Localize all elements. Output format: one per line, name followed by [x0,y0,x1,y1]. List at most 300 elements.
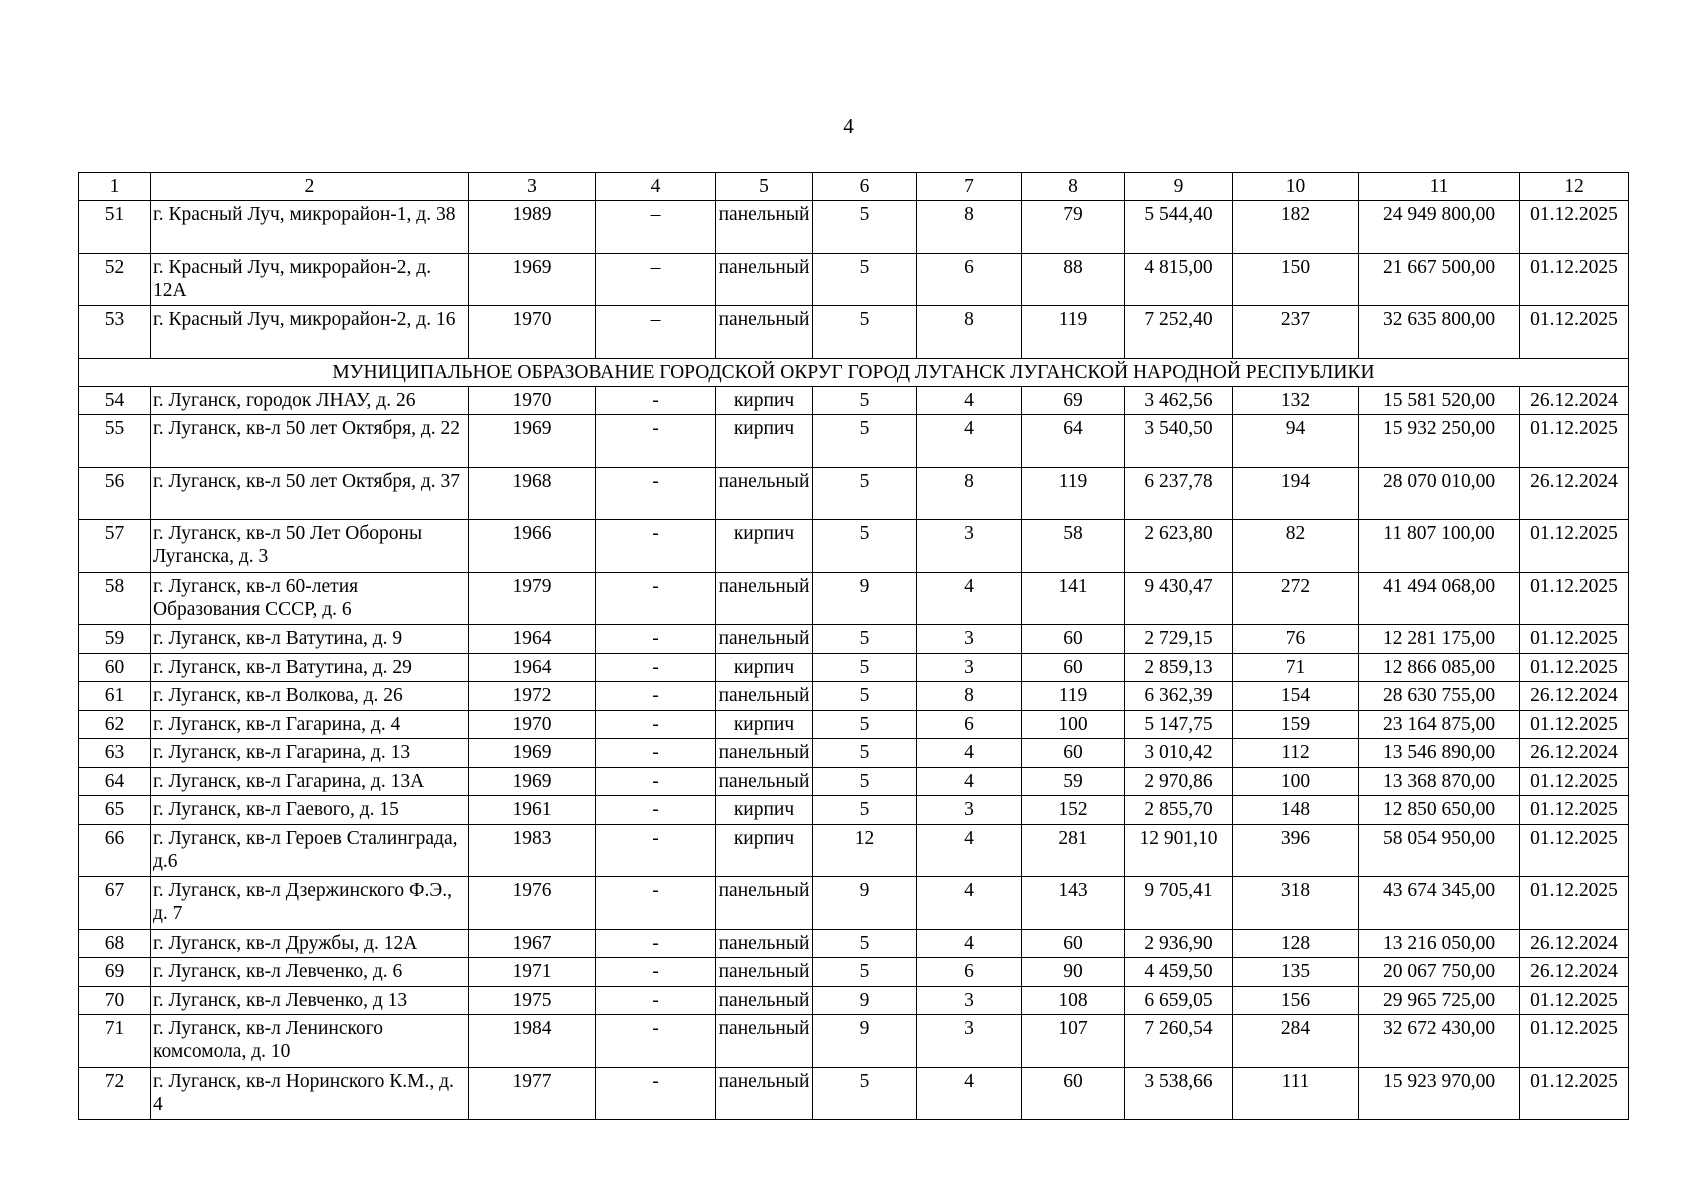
residents: 237 [1233,306,1359,359]
floors: 5 [813,767,917,796]
address: г. Луганск, кв-л Ватутина, д. 29 [151,653,469,682]
floors: 5 [813,653,917,682]
residents: 318 [1233,877,1359,930]
floors: 9 [813,986,917,1015]
wall-material: кирпич [716,415,813,468]
apartments: 119 [1022,467,1125,520]
column-number-header: 8 [1022,173,1125,201]
column-number-header: 7 [917,173,1022,201]
residents: 396 [1233,824,1359,877]
apartments: 79 [1022,201,1125,254]
cost: 20 067 750,00 [1359,958,1520,987]
entrances: 8 [917,201,1022,254]
col-4: - [596,739,716,768]
floors: 5 [813,201,917,254]
cost: 28 070 010,00 [1359,467,1520,520]
floors: 9 [813,877,917,930]
year-built: 1977 [469,1067,596,1120]
row-number: 64 [79,767,151,796]
table-row [79,253,1629,306]
residents: 272 [1233,572,1359,625]
address: г. Луганск, кв-л 50 лет Октября, д. 22 [151,415,469,468]
address: г. Луганск, кв-л Левченко, д 13 [151,986,469,1015]
apartments: 281 [1022,824,1125,877]
row-number: 56 [79,467,151,520]
date: 01.12.2025 [1520,986,1629,1015]
date: 01.12.2025 [1520,1067,1629,1120]
col-4: - [596,1015,716,1068]
wall-material: панельный [716,306,813,359]
floors: 5 [813,796,917,825]
year-built: 1989 [469,201,596,254]
address: г. Луганск, кв-л Гагарина, д. 13А [151,767,469,796]
table-row [79,306,1629,359]
address: г. Красный Луч, микрорайон-1, д. 38 [151,201,469,254]
wall-material: панельный [716,986,813,1015]
row-number: 68 [79,929,151,958]
entrances: 4 [917,386,1022,415]
entrances: 3 [917,796,1022,825]
row-number: 70 [79,986,151,1015]
area: 9 430,47 [1125,572,1233,625]
entrances: 3 [917,1015,1022,1068]
date: 01.12.2025 [1520,415,1629,468]
column-number-header: 6 [813,173,917,201]
wall-material: панельный [716,958,813,987]
apartments: 141 [1022,572,1125,625]
table-row [79,877,1629,930]
floors: 5 [813,386,917,415]
area: 5 544,40 [1125,201,1233,254]
year-built: 1969 [469,253,596,306]
year-built: 1964 [469,653,596,682]
year-built: 1967 [469,929,596,958]
table-row [79,625,1629,654]
col-4: – [596,201,716,254]
column-number-header: 1 [79,173,151,201]
column-number-header: 5 [716,173,813,201]
col-4: - [596,986,716,1015]
area: 6 659,05 [1125,986,1233,1015]
area: 4 815,00 [1125,253,1233,306]
apartments: 60 [1022,929,1125,958]
apartments: 152 [1022,796,1125,825]
residents: 111 [1233,1067,1359,1120]
area: 2 855,70 [1125,796,1233,825]
floors: 5 [813,682,917,711]
table-row [79,201,1629,254]
cost: 11 807 100,00 [1359,520,1520,573]
year-built: 1970 [469,306,596,359]
housing-table [78,172,1629,1120]
apartments: 119 [1022,306,1125,359]
page-number: 4 [843,114,854,138]
date: 26.12.2024 [1520,467,1629,520]
date: 01.12.2025 [1520,572,1629,625]
address: г. Луганск, кв-л Гагарина, д. 13 [151,739,469,768]
col-4: - [596,625,716,654]
row-number: 69 [79,958,151,987]
apartments: 60 [1022,1067,1125,1120]
address: г. Луганск, кв-л Дзержинского Ф.Э., д. 7 [151,877,469,930]
area: 7 260,54 [1125,1015,1233,1068]
row-number: 59 [79,625,151,654]
column-number-header: 3 [469,173,596,201]
date: 01.12.2025 [1520,767,1629,796]
cost: 24 949 800,00 [1359,201,1520,254]
floors: 5 [813,958,917,987]
address: г. Луганск, кв-л Левченко, д. 6 [151,958,469,987]
floors: 5 [813,415,917,468]
entrances: 8 [917,306,1022,359]
apartments: 69 [1022,386,1125,415]
cost: 23 164 875,00 [1359,710,1520,739]
entrances: 4 [917,877,1022,930]
year-built: 1968 [469,467,596,520]
area: 2 623,80 [1125,520,1233,573]
col-4: - [596,520,716,573]
entrances: 4 [917,415,1022,468]
area: 7 252,40 [1125,306,1233,359]
year-built: 1970 [469,710,596,739]
year-built: 1975 [469,986,596,1015]
col-4: - [596,824,716,877]
cost: 21 667 500,00 [1359,253,1520,306]
wall-material: панельный [716,625,813,654]
date: 26.12.2024 [1520,386,1629,415]
year-built: 1979 [469,572,596,625]
address: г. Луганск, кв-л 60-летия Образования СССР, д. 6 [151,572,469,625]
floors: 12 [813,824,917,877]
year-built: 1972 [469,682,596,711]
row-number: 65 [79,796,151,825]
wall-material: панельный [716,682,813,711]
residents: 71 [1233,653,1359,682]
cost: 32 635 800,00 [1359,306,1520,359]
table-row [79,929,1629,958]
date: 01.12.2025 [1520,1015,1629,1068]
apartments: 64 [1022,415,1125,468]
entrances: 3 [917,520,1022,573]
area: 2 936,90 [1125,929,1233,958]
apartments: 119 [1022,682,1125,711]
entrances: 4 [917,1067,1022,1120]
floors: 9 [813,1015,917,1068]
entrances: 4 [917,739,1022,768]
date: 01.12.2025 [1520,653,1629,682]
table-row [79,572,1629,625]
date: 01.12.2025 [1520,710,1629,739]
column-number-header: 10 [1233,173,1359,201]
wall-material: кирпич [716,710,813,739]
col-4: - [596,796,716,825]
floors: 5 [813,929,917,958]
table-row [79,682,1629,711]
residents: 284 [1233,1015,1359,1068]
area: 12 901,10 [1125,824,1233,877]
entrances: 3 [917,653,1022,682]
year-built: 1983 [469,824,596,877]
date: 26.12.2024 [1520,739,1629,768]
column-number-header: 12 [1520,173,1629,201]
row-number: 60 [79,653,151,682]
col-4: - [596,767,716,796]
floors: 5 [813,306,917,359]
entrances: 4 [917,929,1022,958]
row-number: 55 [79,415,151,468]
wall-material: панельный [716,572,813,625]
column-number-row [79,173,1629,201]
address: г. Луганск, кв-л Ленинского комсомола, д. 10 [151,1015,469,1068]
area: 9 705,41 [1125,877,1233,930]
wall-material: кирпич [716,824,813,877]
year-built: 1971 [469,958,596,987]
year-built: 1976 [469,877,596,930]
col-4: - [596,415,716,468]
table-row [79,739,1629,768]
wall-material: панельный [716,929,813,958]
row-number: 57 [79,520,151,573]
col-4: - [596,929,716,958]
wall-material: панельный [716,467,813,520]
cost: 13 546 890,00 [1359,739,1520,768]
address: г. Луганск, кв-л Ватутина, д. 9 [151,625,469,654]
date: 26.12.2024 [1520,682,1629,711]
column-number-header: 2 [151,173,469,201]
address: г. Луганск, городок ЛНАУ, д. 26 [151,386,469,415]
row-number: 72 [79,1067,151,1120]
date: 26.12.2024 [1520,929,1629,958]
row-number: 58 [79,572,151,625]
cost: 13 216 050,00 [1359,929,1520,958]
cost: 32 672 430,00 [1359,1015,1520,1068]
column-number-header: 11 [1359,173,1520,201]
cost: 43 674 345,00 [1359,877,1520,930]
col-4: - [596,710,716,739]
area: 5 147,75 [1125,710,1233,739]
row-number: 67 [79,877,151,930]
row-number: 63 [79,739,151,768]
section-header-row [79,358,1629,386]
wall-material: панельный [716,767,813,796]
year-built: 1969 [469,415,596,468]
wall-material: кирпич [716,520,813,573]
entrances: 8 [917,682,1022,711]
residents: 135 [1233,958,1359,987]
date: 26.12.2024 [1520,958,1629,987]
wall-material: кирпич [716,386,813,415]
section-title: МУНИЦИПАЛЬНОЕ ОБРАЗОВАНИЕ ГОРОДСКОЙ ОКРУГ ГОРОД ЛУГАНСК ЛУГАНСКОЙ НАРОДНОЙ РЕСПУБЛИКИ [79,358,1629,386]
col-4: - [596,467,716,520]
residents: 76 [1233,625,1359,654]
apartments: 88 [1022,253,1125,306]
apartments: 107 [1022,1015,1125,1068]
residents: 159 [1233,710,1359,739]
entrances: 3 [917,986,1022,1015]
apartments: 60 [1022,625,1125,654]
entrances: 8 [917,467,1022,520]
floors: 5 [813,625,917,654]
table-row [79,710,1629,739]
cost: 29 965 725,00 [1359,986,1520,1015]
area: 6 362,39 [1125,682,1233,711]
area: 4 459,50 [1125,958,1233,987]
date: 01.12.2025 [1520,824,1629,877]
cost: 12 866 085,00 [1359,653,1520,682]
residents: 82 [1233,520,1359,573]
address: г. Луганск, кв-л 50 лет Октября, д. 37 [151,467,469,520]
date: 01.12.2025 [1520,796,1629,825]
entrances: 4 [917,767,1022,796]
apartments: 59 [1022,767,1125,796]
col-4: - [596,386,716,415]
cost: 28 630 755,00 [1359,682,1520,711]
floors: 5 [813,710,917,739]
residents: 150 [1233,253,1359,306]
floors: 5 [813,739,917,768]
apartments: 58 [1022,520,1125,573]
wall-material: панельный [716,253,813,306]
entrances: 6 [917,710,1022,739]
table-row [79,958,1629,987]
row-number: 61 [79,682,151,711]
cost: 15 932 250,00 [1359,415,1520,468]
column-number-header: 9 [1125,173,1233,201]
cost: 41 494 068,00 [1359,572,1520,625]
wall-material: панельный [716,1067,813,1120]
entrances: 4 [917,824,1022,877]
floors: 5 [813,520,917,573]
apartments: 60 [1022,739,1125,768]
address: г. Красный Луч, микрорайон-2, д. 16 [151,306,469,359]
table-row [79,986,1629,1015]
year-built: 1964 [469,625,596,654]
table-row [79,415,1629,468]
wall-material: панельный [716,877,813,930]
entrances: 6 [917,253,1022,306]
residents: 100 [1233,767,1359,796]
area: 2 970,86 [1125,767,1233,796]
table-row [79,1015,1629,1068]
apartments: 108 [1022,986,1125,1015]
row-number: 71 [79,1015,151,1068]
table-row [79,520,1629,573]
apartments: 143 [1022,877,1125,930]
wall-material: кирпич [716,653,813,682]
table-row [79,467,1629,520]
col-4: - [596,682,716,711]
residents: 94 [1233,415,1359,468]
table-row [79,767,1629,796]
year-built: 1969 [469,739,596,768]
year-built: 1970 [469,386,596,415]
col-4: – [596,253,716,306]
floors: 9 [813,572,917,625]
date: 01.12.2025 [1520,201,1629,254]
row-number: 62 [79,710,151,739]
floors: 5 [813,1067,917,1120]
address: г. Луганск, кв-л Гагарина, д. 4 [151,710,469,739]
address: г. Луганск, кв-л Гаевого, д. 15 [151,796,469,825]
row-number: 53 [79,306,151,359]
area: 3 462,56 [1125,386,1233,415]
cost: 12 850 650,00 [1359,796,1520,825]
entrances: 3 [917,625,1022,654]
residents: 154 [1233,682,1359,711]
area: 2 859,13 [1125,653,1233,682]
wall-material: панельный [716,201,813,254]
address: г. Луганск, кв-л Волкова, д. 26 [151,682,469,711]
apartments: 100 [1022,710,1125,739]
entrances: 4 [917,572,1022,625]
address: г. Луганск, кв-л Норинского К.М., д. 4 [151,1067,469,1120]
cost: 12 281 175,00 [1359,625,1520,654]
address: г. Луганск, кв-л 50 Лет Обороны Луганска, д. 3 [151,520,469,573]
date: 01.12.2025 [1520,253,1629,306]
area: 3 540,50 [1125,415,1233,468]
cost: 58 054 950,00 [1359,824,1520,877]
residents: 128 [1233,929,1359,958]
residents: 148 [1233,796,1359,825]
year-built: 1966 [469,520,596,573]
address: г. Луганск, кв-л Дружбы, д. 12А [151,929,469,958]
area: 6 237,78 [1125,467,1233,520]
row-number: 52 [79,253,151,306]
row-number: 66 [79,824,151,877]
col-4: - [596,653,716,682]
date: 01.12.2025 [1520,877,1629,930]
year-built: 1969 [469,767,596,796]
date: 01.12.2025 [1520,306,1629,359]
entrances: 6 [917,958,1022,987]
address: г. Луганск, кв-л Героев Сталинграда, д.6 [151,824,469,877]
table-row [79,824,1629,877]
row-number: 51 [79,201,151,254]
residents: 194 [1233,467,1359,520]
wall-material: кирпич [716,796,813,825]
cost: 13 368 870,00 [1359,767,1520,796]
col-4: – [596,306,716,359]
column-number-header: 4 [596,173,716,201]
apartments: 60 [1022,653,1125,682]
table-row [79,653,1629,682]
wall-material: панельный [716,1015,813,1068]
table-row [79,386,1629,415]
col-4: - [596,958,716,987]
residents: 132 [1233,386,1359,415]
area: 3 538,66 [1125,1067,1233,1120]
floors: 5 [813,467,917,520]
col-4: - [596,1067,716,1120]
date: 01.12.2025 [1520,625,1629,654]
cost: 15 923 970,00 [1359,1067,1520,1120]
residents: 112 [1233,739,1359,768]
table-row [79,1067,1629,1120]
apartments: 90 [1022,958,1125,987]
col-4: - [596,572,716,625]
table-row [79,796,1629,825]
cost: 15 581 520,00 [1359,386,1520,415]
residents: 182 [1233,201,1359,254]
floors: 5 [813,253,917,306]
col-4: - [596,877,716,930]
area: 2 729,15 [1125,625,1233,654]
wall-material: панельный [716,739,813,768]
year-built: 1984 [469,1015,596,1068]
row-number: 54 [79,386,151,415]
area: 3 010,42 [1125,739,1233,768]
year-built: 1961 [469,796,596,825]
